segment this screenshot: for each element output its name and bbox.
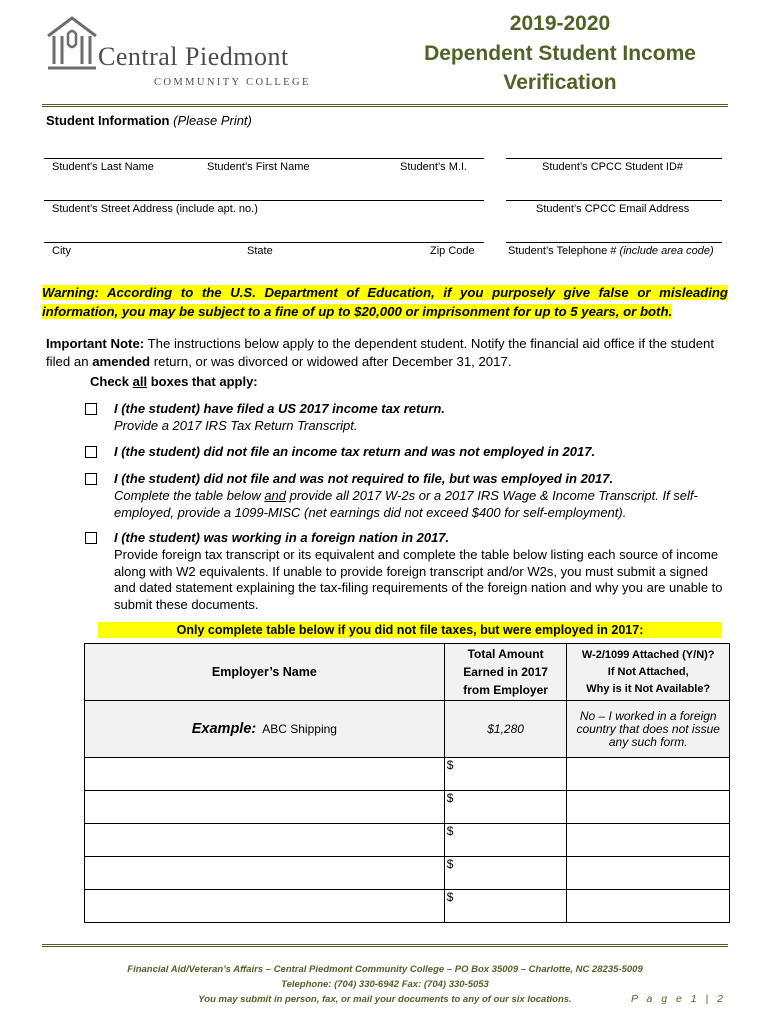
- checkbox-foreign-nation[interactable]: [85, 532, 97, 544]
- check-all-word: all: [132, 374, 148, 389]
- footer-submit-note: You may submit in person, fax, or mail your documents to any of our six locations.: [198, 994, 572, 1005]
- student-info-title: Student Information: [46, 113, 170, 128]
- total-amount-header: [444, 644, 567, 701]
- warning-notice: [42, 283, 728, 321]
- email-field-line[interactable]: [506, 200, 722, 201]
- option-3-heading: I (the student) did not file and was not required to file, but was employed in 2017.: [114, 471, 614, 486]
- footer-phone-fax: Telephone: (704) 330-6942 Fax: (704) 330-5053: [281, 979, 489, 990]
- w2-cell[interactable]: [567, 857, 730, 890]
- amount-header-line-3: from Employer: [463, 683, 548, 697]
- important-note: [46, 335, 730, 371]
- example-w2-note: No – I worked in a foreign country that does not issue any such form.: [567, 701, 730, 758]
- warning-text: Warning: According to the U.S. Department of Education, if you purposely give false or misleading information, you may be subject to a fine of up to $20,000 or imprisonment for up to 5 years, or both.: [42, 285, 728, 319]
- name-field-line[interactable]: [44, 158, 484, 159]
- option-1-heading: I (the student) have filed a US 2017 income tax return.: [114, 401, 445, 416]
- dollar-sign: $: [446, 857, 454, 871]
- option-4-body: Provide foreign tax transcript or its equivalent and complete the table below listing each source of income along with W2 equivalents. If unable to provide foreign transcript and/or W2s, you must submit a signed and dated statement explaining the tax-filing requirements of the foreign nation and why you are unable to submit these documents.: [114, 547, 723, 612]
- option-4-heading: I (the student) was working in a foreign nation in 2017.: [114, 530, 450, 545]
- option-1-body: Provide a 2017 IRS Tax Return Transcript.: [114, 418, 358, 433]
- income-table: [84, 643, 730, 923]
- header-divider: [42, 104, 728, 107]
- student-info-heading: [46, 113, 252, 128]
- check-suffix: boxes that apply:: [147, 374, 258, 389]
- example-employer: [85, 701, 445, 758]
- amount-cell[interactable]: [444, 791, 567, 824]
- email-label: Student’s CPCC Email Address: [536, 203, 690, 215]
- form-year: 2019-2020: [509, 12, 611, 35]
- example-employer-name: ABC Shipping: [262, 722, 337, 736]
- table-row: [85, 758, 730, 791]
- form-title-line-1: Dependent Student Income: [424, 42, 696, 65]
- w2-header-line-3: Why is it Not Available?: [586, 682, 711, 695]
- dollar-sign: $: [446, 791, 454, 805]
- student-info-note: (Please Print): [173, 113, 252, 128]
- employer-name-cell[interactable]: [85, 890, 445, 923]
- dollar-sign: $: [446, 824, 454, 838]
- w2-cell[interactable]: [567, 890, 730, 923]
- state-label: State: [247, 245, 273, 257]
- checkbox-not-filed-employed[interactable]: [85, 473, 97, 485]
- checkbox-filed-return[interactable]: [85, 403, 97, 415]
- w2-cell[interactable]: [567, 791, 730, 824]
- dollar-sign: $: [446, 890, 454, 904]
- zip-label: Zip Code: [430, 245, 475, 257]
- form-title-line-2: Verification: [503, 71, 617, 94]
- check-all-instruction: [90, 374, 258, 389]
- table-row: [85, 890, 730, 923]
- logo-subtitle: COMMUNITY COLLEGE: [154, 77, 311, 88]
- table-row: [85, 857, 730, 890]
- first-name-label: Student’s First Name: [207, 161, 310, 173]
- checkbox-not-filed-not-employed[interactable]: [85, 446, 97, 458]
- student-id-label: Student’s CPCC Student ID#: [542, 161, 684, 173]
- w2-header-line-1: W-2/1099 Attached (Y/N)?: [581, 648, 715, 661]
- important-note-text-1: The instructions below apply to the dependent student. Notify the financial aid office if the student filed an: [46, 336, 715, 369]
- student-id-field-line[interactable]: [506, 158, 722, 159]
- phone-field-line[interactable]: [506, 242, 722, 243]
- option-3-body-b: provide all 2017 W-2s or a 2017 IRS Wage & Income Transcript. If self-employed, provide a 1099-MISC (net earnings did not exceed $400 for self-employment).: [114, 488, 698, 520]
- option-3-body: [114, 488, 728, 521]
- amended-word: amended: [92, 354, 151, 369]
- w2-cell[interactable]: [567, 824, 730, 857]
- option-3-body-a: Complete the table below: [114, 488, 265, 503]
- important-note-label: Important Note:: [46, 336, 145, 351]
- middle-initial-label: Student’s M.I.: [400, 161, 468, 173]
- important-note-text-2: return, or was divorced or widowed after December 31, 2017.: [150, 354, 512, 369]
- college-logo: [44, 14, 374, 94]
- employer-name-header: Employer’s Name: [85, 644, 445, 701]
- example-amount: $1,280: [444, 701, 567, 758]
- check-prefix: Check: [90, 374, 133, 389]
- city-state-zip-field-line[interactable]: [44, 242, 484, 243]
- dollar-sign: $: [446, 758, 454, 772]
- employer-name-cell[interactable]: [85, 824, 445, 857]
- phone-label: [508, 245, 714, 257]
- option-2-heading: I (the student) did not file an income tax return and was not employed in 2017.: [114, 444, 596, 459]
- example-row: [85, 701, 730, 758]
- example-label: Example:: [191, 721, 257, 737]
- table-header-row: [85, 644, 730, 701]
- employer-name-cell[interactable]: [85, 758, 445, 791]
- table-row: [85, 824, 730, 857]
- phone-label-text: Student’s Telephone #: [508, 245, 617, 257]
- footer-address: Financial Aid/Veteran’s Affairs – Central Piedmont Community College – PO Box 35009 – Charlotte, NC 28235-5009: [127, 964, 643, 975]
- logo-name: Central Piedmont: [98, 42, 289, 71]
- amount-header-line-2: Earned in 2017: [463, 665, 548, 679]
- college-seal-icon: [44, 14, 100, 74]
- amount-cell[interactable]: [444, 758, 567, 791]
- employer-name-cell[interactable]: [85, 791, 445, 824]
- footer-divider: [42, 944, 728, 947]
- street-field-line[interactable]: [44, 200, 484, 201]
- amount-cell[interactable]: [444, 857, 567, 890]
- table-instruction: Only complete table below if you did not file taxes, but were employed in 2017:: [98, 622, 722, 638]
- option-3-and: and: [264, 488, 287, 503]
- last-name-label: Student’s Last Name: [52, 161, 154, 173]
- phone-label-note: (include area code): [619, 245, 714, 257]
- page-number: P a g e 1 | 2: [630, 993, 726, 1005]
- city-label: City: [52, 245, 71, 257]
- w2-cell[interactable]: [567, 758, 730, 791]
- table-row: [85, 791, 730, 824]
- w2-header-line-2: If Not Attached,: [607, 665, 689, 678]
- amount-cell[interactable]: [444, 824, 567, 857]
- street-label: Student’s Street Address (include apt. no.): [52, 203, 258, 215]
- amount-header-line-1: Total Amount: [467, 647, 544, 661]
- employer-name-cell[interactable]: [85, 857, 445, 890]
- w2-attached-header: [567, 644, 730, 701]
- amount-cell[interactable]: [444, 890, 567, 923]
